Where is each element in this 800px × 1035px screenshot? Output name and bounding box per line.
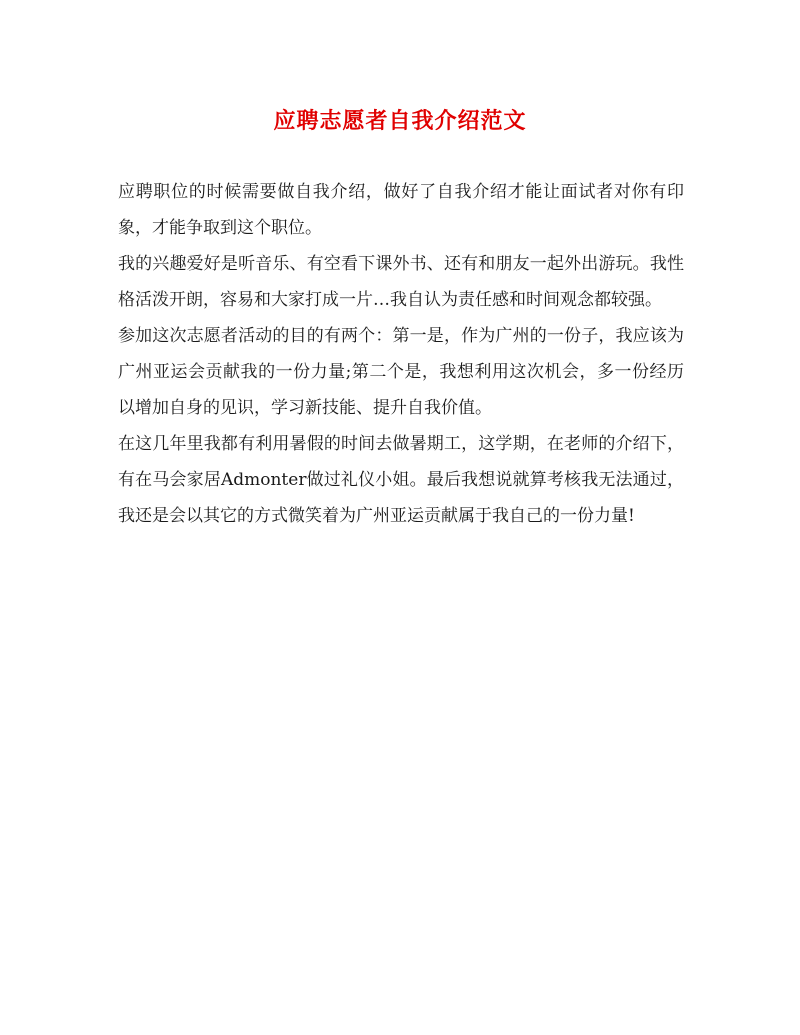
document-title: 应聘志愿者自我介绍范文: [273, 108, 527, 134]
paragraph-intro: 应聘职位的时候需要做自我介绍，做好了自我介绍才能让面试者对你有印象，才能争取到这个职位。: [118, 182, 684, 238]
paragraph-purpose: 参加这次志愿者活动的目的有两个：第一是，作为广州的一份子，我应该为广州亚运会贡献我的一份力量;第二个是，我想利用这次机会，多一份经历以增加自身的见识，学习新技能、提升自我价值。: [118, 326, 684, 418]
paragraph-experience: 在这几年里我都有利用暑假的时间去做暑期工，这学期，在老师的介绍下，有在马会家居Admonter做过礼仪小姐。最后我想说就算考核我无法通过，我还是会以其它的方式微笑着为广州亚运贡献属于我自己的一份力量!: [118, 434, 684, 526]
document-body: [118, 174, 684, 534]
paragraph-hobbies: 我的兴趣爱好是听音乐、有空看下课外书、还有和朋友一起外出游玩。我性格活泼开朗，容易和大家打成一片…我自认为责任感和时间观念都较强。: [118, 254, 684, 310]
